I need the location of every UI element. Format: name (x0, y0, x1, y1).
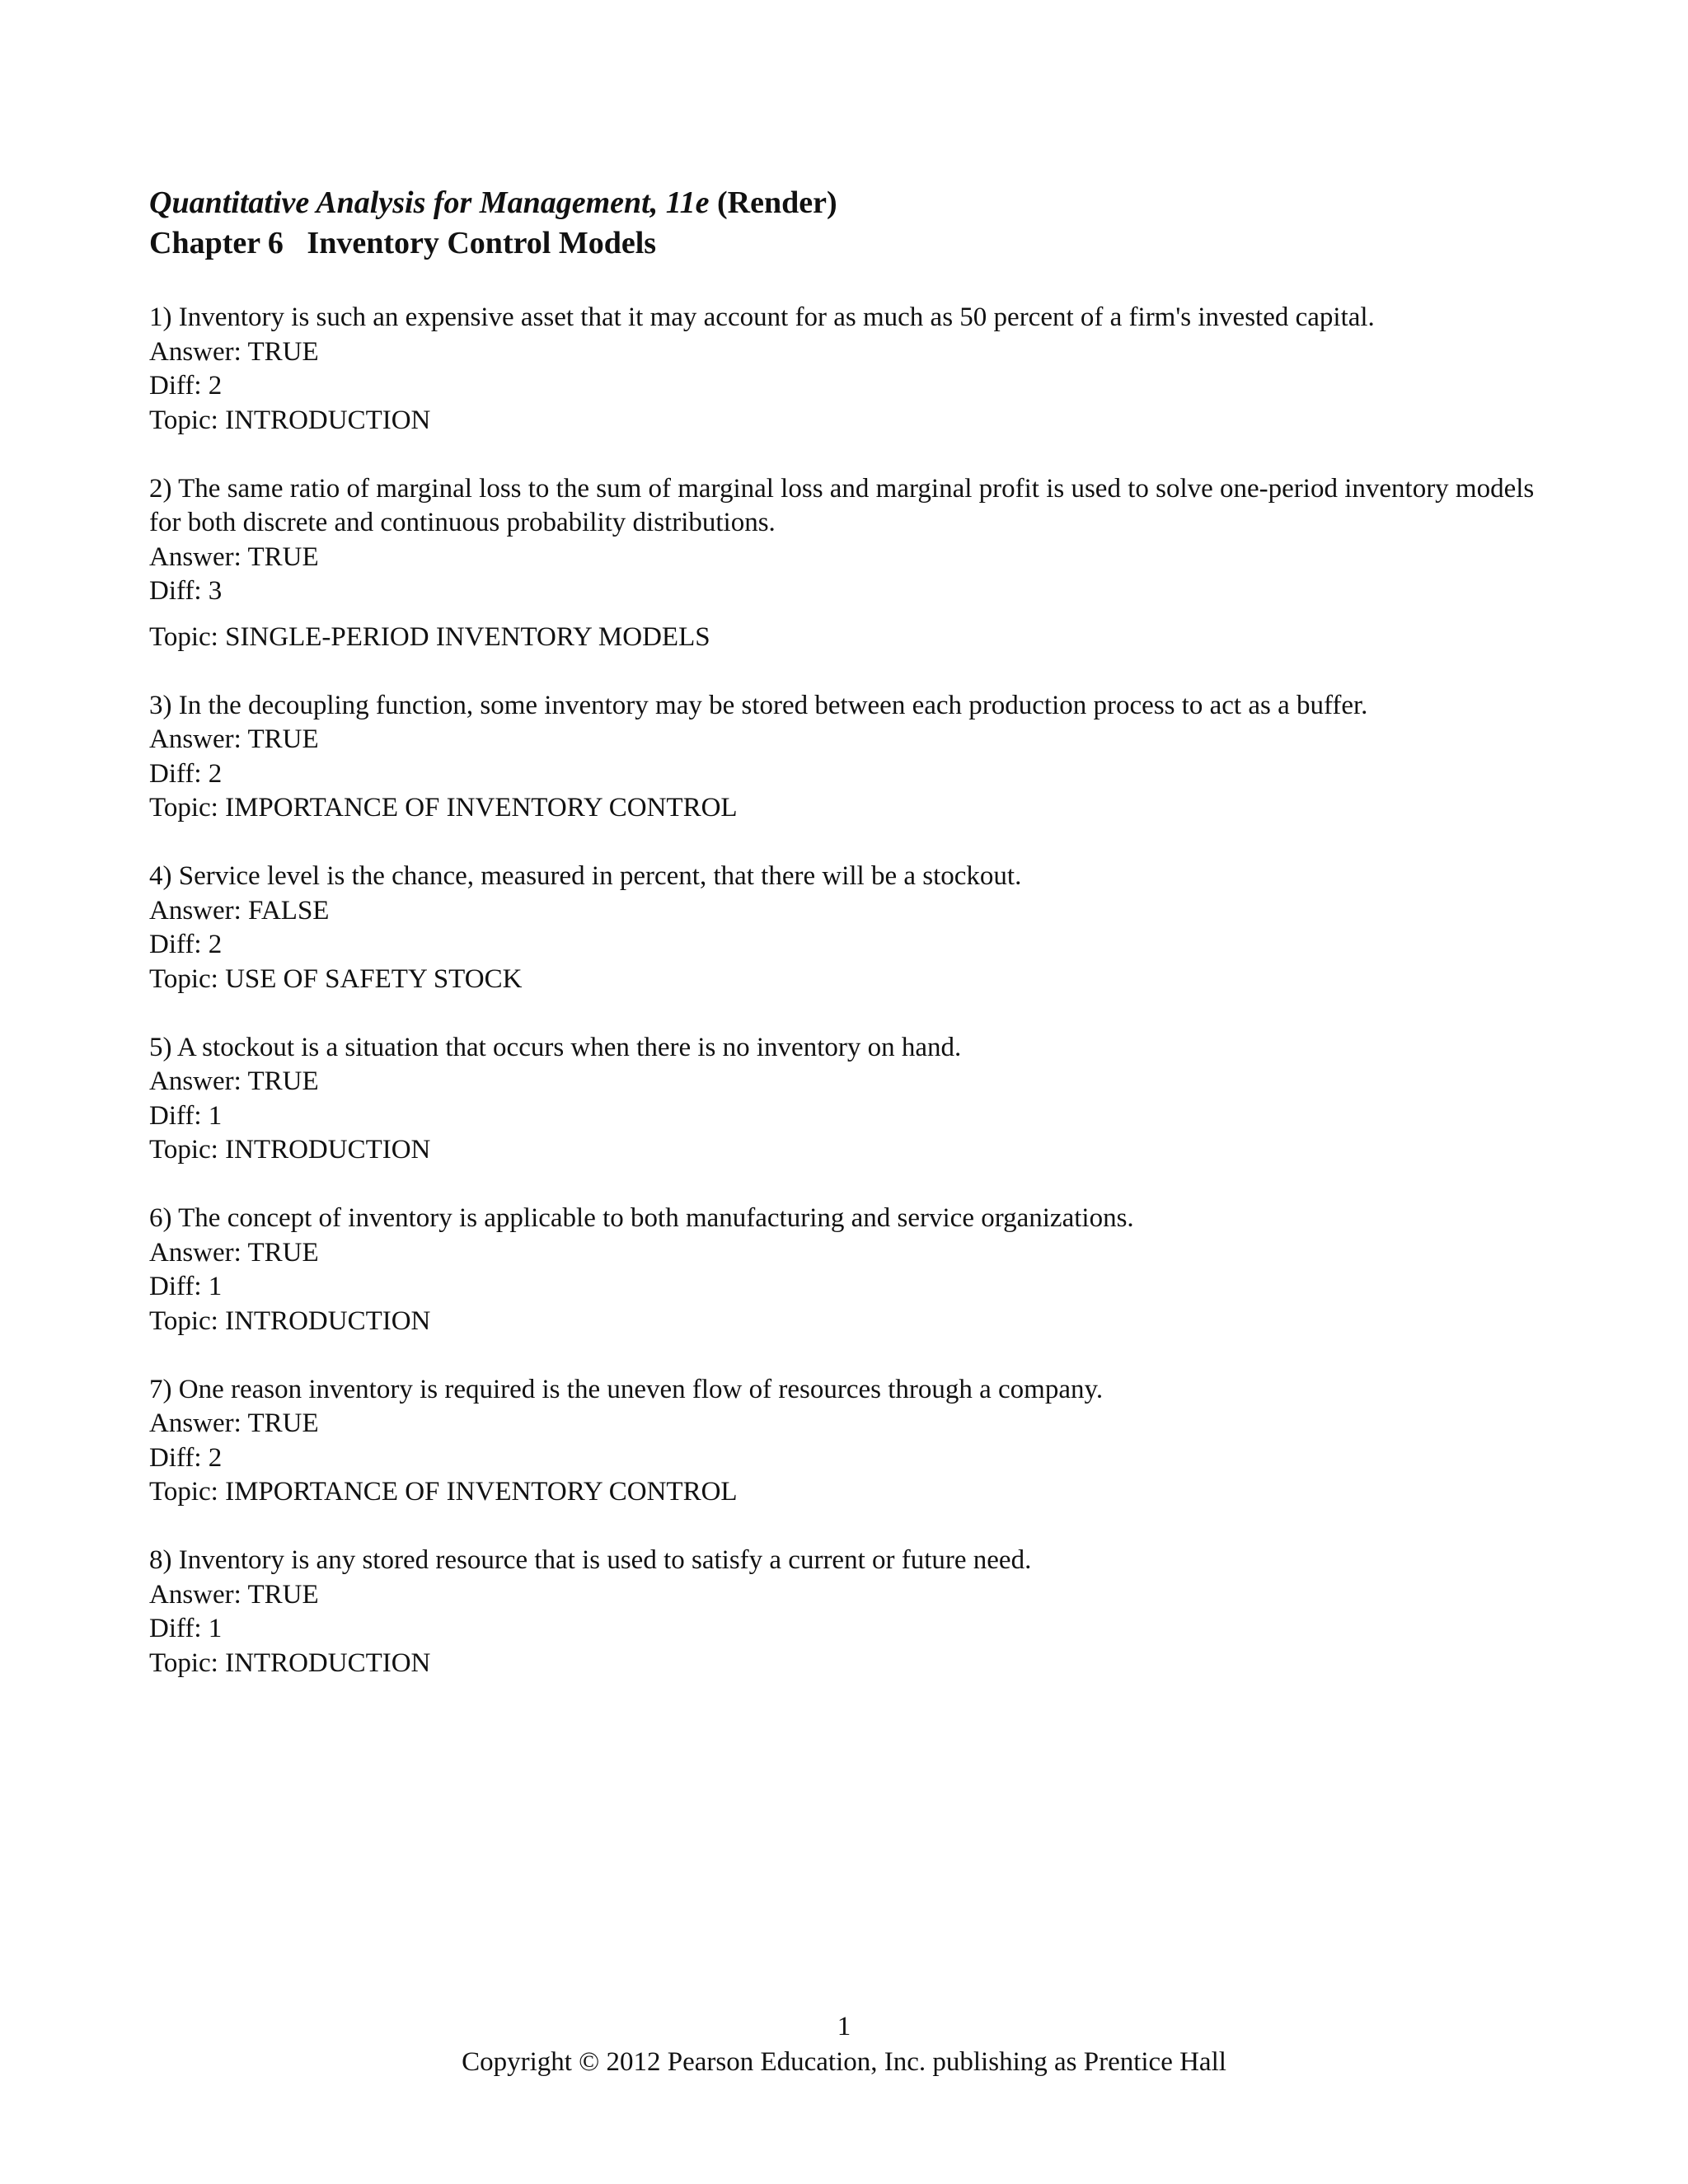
question-text: 6) The concept of inventory is applicable to both manufacturing and service organizations. (149, 1203, 1134, 1233)
question-difficulty: Diff: 2 (149, 758, 223, 789)
copyright-notice: Copyright © 2012 Pearson Education, Inc. publishing as Prentice Hall (462, 2047, 1226, 2077)
question-difficulty: Diff: 2 (149, 1442, 223, 1473)
question-answer: Answer: TRUE (149, 724, 319, 754)
question-difficulty: Diff: 1 (149, 1100, 223, 1131)
question-topic: Topic: INTRODUCTION (149, 405, 431, 435)
question-topic: Topic: INTRODUCTION (149, 1305, 431, 1336)
question-item (149, 689, 1550, 826)
question-difficulty: Diff: 1 (149, 1614, 223, 1643)
question-difficulty: Diff: 3 (149, 576, 223, 606)
question-item (149, 1373, 1550, 1510)
question-topic: Topic: INTRODUCTION (149, 1647, 431, 1678)
question-topic: Topic: IMPORTANCE OF INVENTORY CONTROL (149, 793, 738, 823)
page-number: 1 (837, 2012, 851, 2041)
question-text: 7) One reason inventory is required is the uneven flow of resources through a company. (149, 1374, 1104, 1404)
page-footer (0, 2009, 1688, 2080)
book-title-line (149, 183, 837, 223)
question-text: 1) Inventory is such an expensive asset that it may account for as much as 50 percent of a firm's invested capital. (149, 302, 1375, 332)
question-item (149, 1031, 1550, 1168)
question-text: 2) The same ratio of marginal loss to the sum of marginal loss and marginal profit is used to solve one-period inventory models for both discrete and continuous probability distributions. (149, 473, 1535, 537)
document-header (149, 183, 837, 264)
question-list (149, 301, 1550, 1715)
question-text: 4) Service level is the chance, measured in percent, that there will be a stockout. (149, 861, 1022, 891)
book-title: Quantitative Analysis for Management, 11e (149, 185, 710, 220)
question-item (149, 860, 1550, 996)
question-difficulty: Diff: 2 (149, 371, 223, 401)
question-text: 3) In the decoupling function, some inventory may be stored between each production process to act as a buffer. (149, 690, 1368, 720)
question-answer: Answer: TRUE (149, 541, 319, 572)
question-topic: Topic: INTRODUCTION (149, 1135, 431, 1165)
question-answer: Answer: FALSE (149, 895, 330, 926)
question-item (149, 472, 1550, 655)
question-text: 8) Inventory is any stored resource that is used to satisfy a current or future need. (149, 1545, 1032, 1575)
question-text: 5) A stockout is a situation that occurs when there is no inventory on hand. (149, 1032, 962, 1062)
question-item (149, 1544, 1550, 1680)
question-answer: Answer: TRUE (149, 1237, 319, 1268)
question-difficulty: Diff: 2 (149, 930, 223, 959)
question-answer: Answer: TRUE (149, 1408, 319, 1438)
question-answer: Answer: TRUE (149, 1066, 319, 1096)
question-item (149, 301, 1550, 438)
question-topic: Topic: USE OF SAFETY STOCK (149, 963, 523, 994)
chapter-label: Chapter 6 (149, 226, 284, 260)
question-topic: Topic: SINGLE-PERIOD INVENTORY MODELS (149, 621, 710, 652)
question-answer: Answer: TRUE (149, 336, 319, 367)
book-author: (Render) (716, 185, 837, 220)
question-answer: Answer: TRUE (149, 1579, 319, 1610)
question-topic: Topic: IMPORTANCE OF INVENTORY CONTROL (149, 1477, 738, 1507)
chapter-title: Inventory Control Models (307, 226, 657, 260)
chapter-heading (149, 223, 837, 264)
question-difficulty: Diff: 1 (149, 1272, 223, 1301)
question-item (149, 1202, 1550, 1338)
